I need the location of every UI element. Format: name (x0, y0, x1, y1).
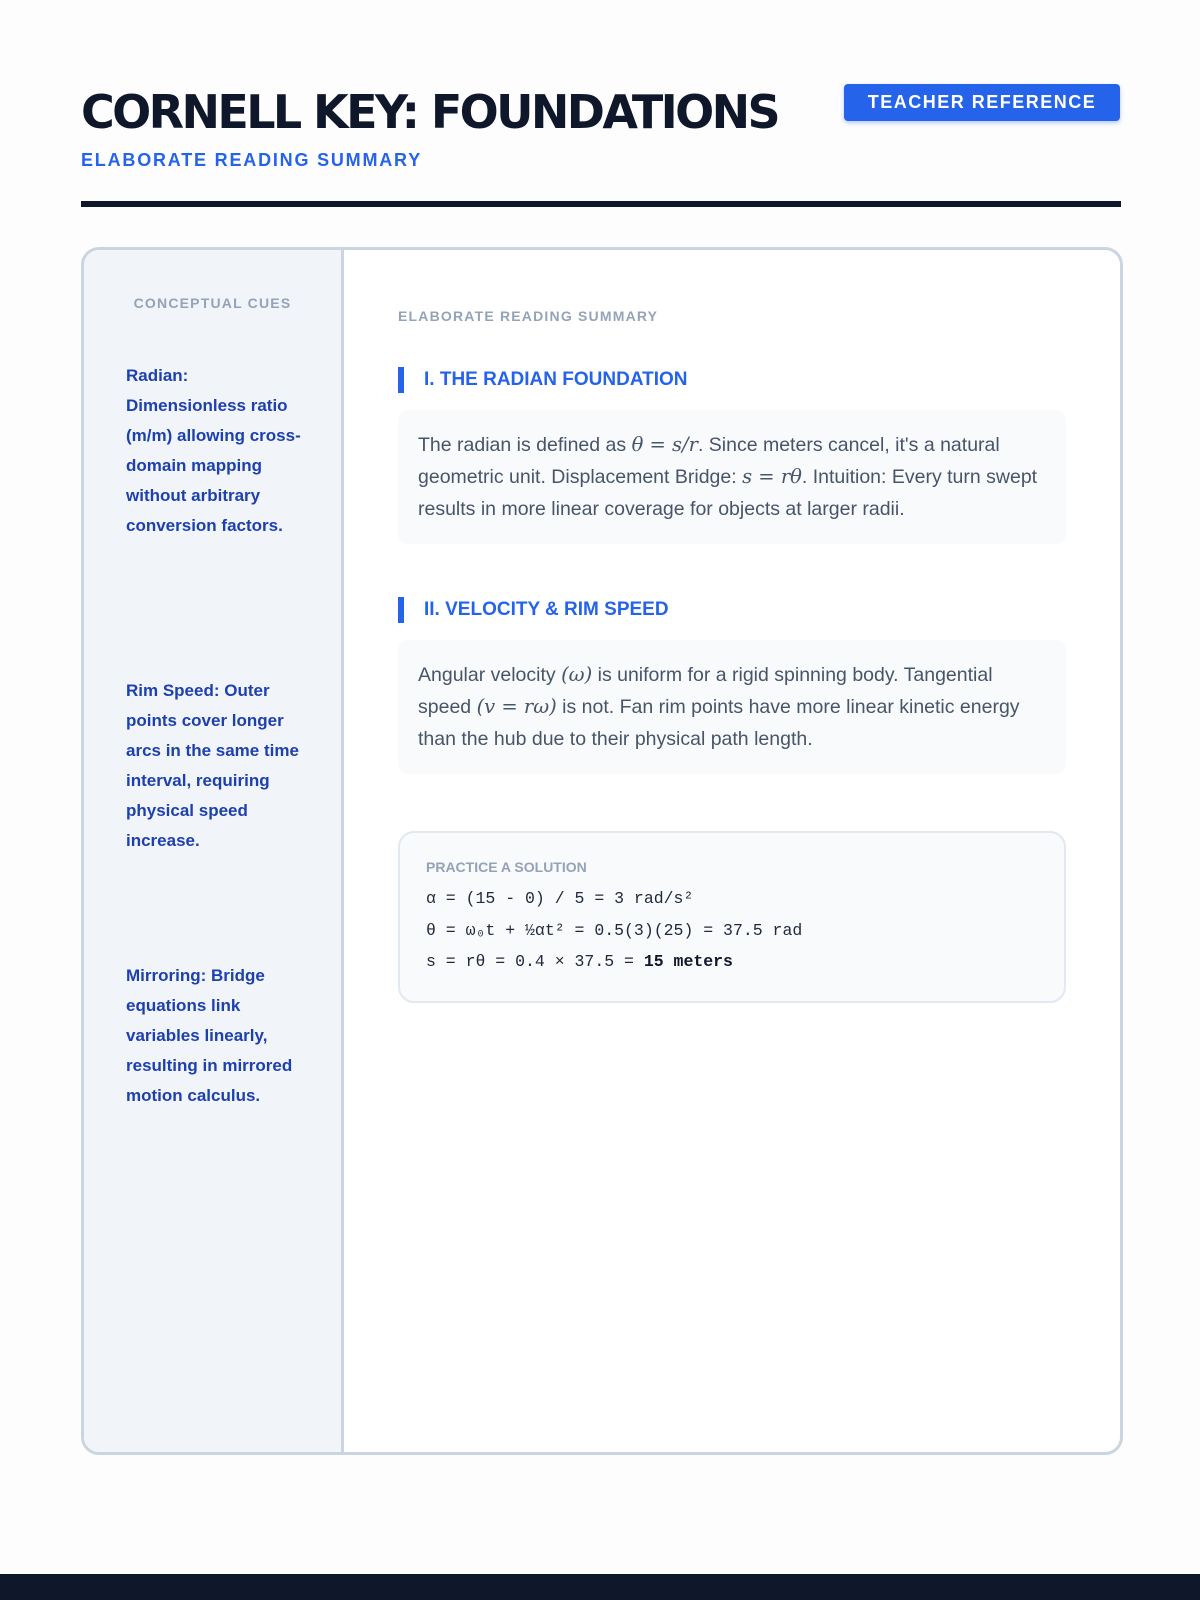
page-title: CORNELL KEY: FOUNDATIONS (81, 85, 779, 139)
section-text: The radian is defined as (418, 434, 632, 456)
practice-label: PRACTICE A SOLUTION (426, 859, 587, 875)
teacher-reference-badge: TEACHER REFERENCE (844, 84, 1120, 121)
section-text: . Intuition: Every turn swept results in more linear coverage for objects at larger radii. (418, 466, 1038, 520)
section-text: . Since meters cancel, it's a natural geometric unit. Displacement Bridge: (418, 434, 1000, 488)
angular-velocity-symbol: (ω) (561, 663, 593, 686)
summary-column (344, 250, 1120, 1452)
section-body-radian (398, 410, 1066, 544)
cue-rim-speed: Rim Speed: Outer points cover longer arcs in the same time interval, requiring physical speed increase. (126, 681, 299, 850)
header-divider (81, 201, 1121, 207)
section-heading-radian: I. THE RADIAN FOUNDATION (398, 367, 688, 393)
practice-line-prefix: s = rθ = 0.4 × 37.5 = (426, 952, 644, 971)
section-body-velocity (398, 640, 1066, 774)
cues-column-label: CONCEPTUAL CUES (133, 295, 292, 311)
arc-length-formula: s = rθ (742, 465, 802, 488)
practice-solution-box (398, 831, 1066, 1003)
page-footer-bar (0, 1574, 1200, 1600)
section-heading-velocity: II. VELOCITY & RIM SPEED (398, 597, 669, 623)
practice-result: 15 meters (643, 952, 733, 971)
practice-line: α = (15 - 0) / 5 = 3 rad/s² (426, 889, 694, 908)
cues-column (84, 250, 344, 1452)
tangential-speed-formula: (v = rω) (476, 695, 557, 718)
page-subtitle: ELABORATE READING SUMMARY (81, 150, 422, 170)
cornell-notes-card (81, 247, 1123, 1455)
section-text: is not. Fan rim points have more linear kinetic energy than the hub due to their physical path length. (418, 696, 1020, 750)
summary-column-label: ELABORATE READING SUMMARY (398, 308, 659, 324)
practice-line: θ = ω₀t + ½αt² = 0.5(3)(25) = 37.5 rad (426, 920, 803, 940)
cue-mirroring: Mirroring: Bridge equations link variables linearly, resulting in mirrored motion calculus. (126, 966, 293, 1105)
practice-line-result (426, 946, 1038, 978)
cue-radian: Radian: Dimensionless ratio (m/m) allowing cross-domain mapping without arbitrary conversion factors. (126, 366, 301, 535)
section-text: is uniform for a rigid spinning body. Tangential speed (418, 664, 993, 718)
section-text: Angular velocity (418, 664, 562, 686)
radian-formula: θ = s/r (631, 433, 698, 456)
